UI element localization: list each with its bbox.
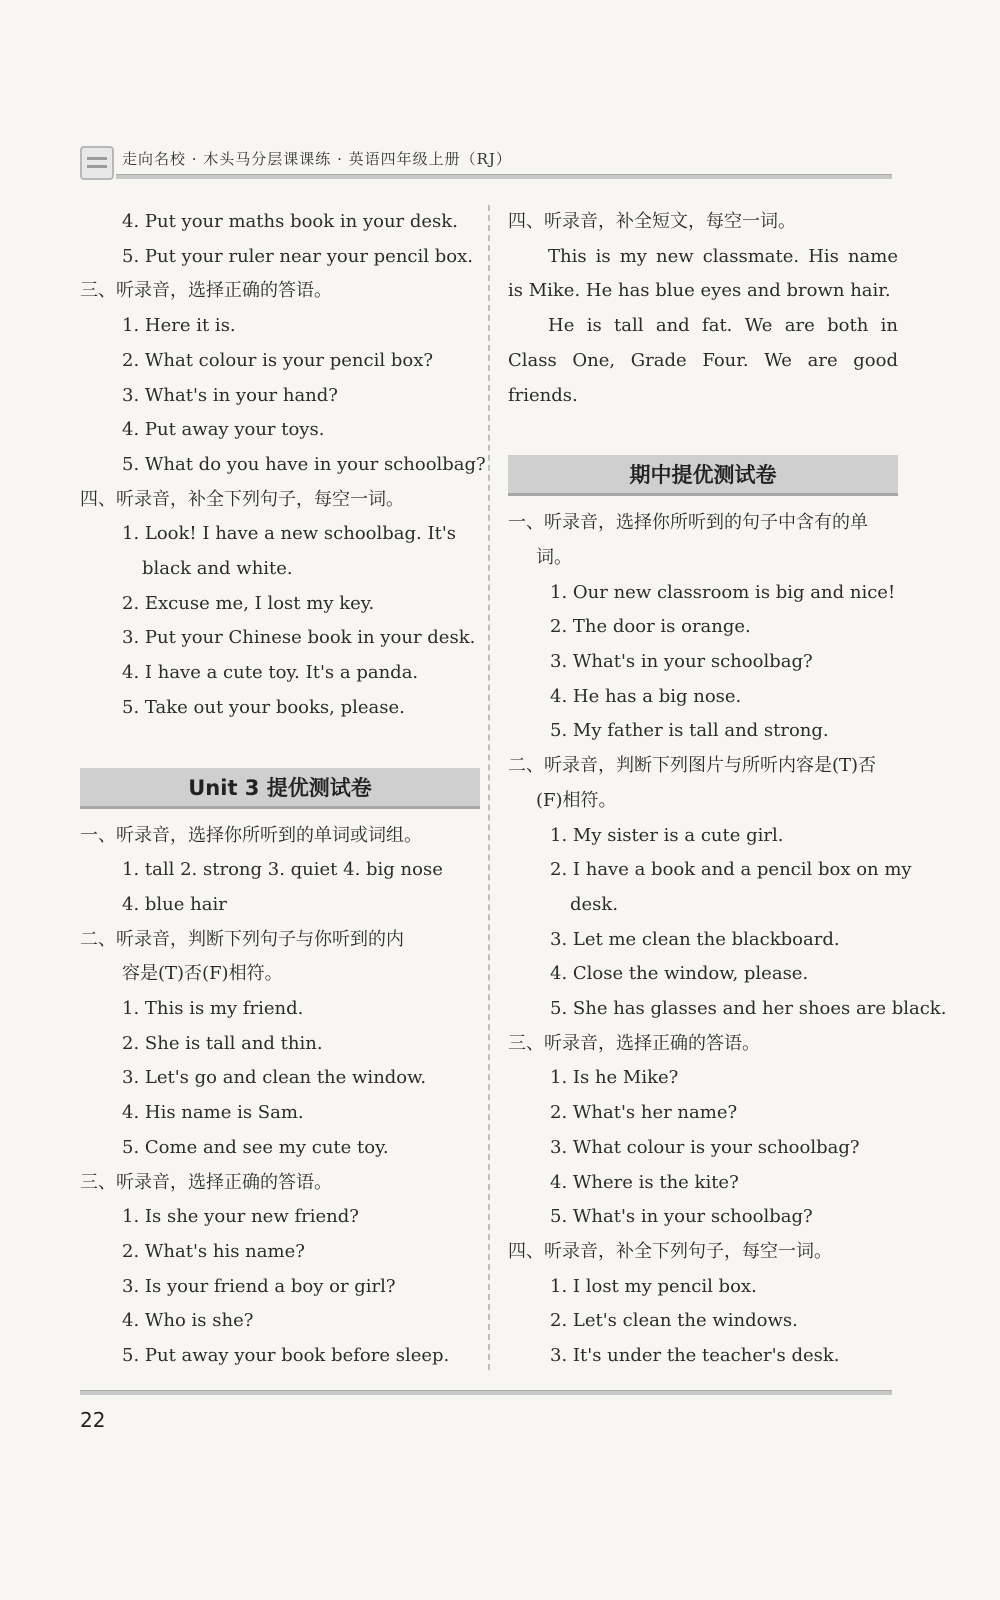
section-title: 一、听录音，选择你所听到的句子中含有的单词。 [508,512,868,568]
header-title: 走向名校 · 木头马分层课课练 · 英语四年级上册（RJ） [122,150,512,168]
section-title: 三、听录音，选择正确的答语。 [80,280,332,302]
section-title: 四、听录音，补全下列句子，每空一词。 [508,1240,832,1262]
list-item: 1. Here it is. [122,315,236,337]
page-number: 22 [80,1408,106,1432]
list-item: 4. Where is the kite? [550,1171,739,1193]
list-item: 1. Our new classroom is big and nice! [550,581,896,603]
list-item: 3. What colour is your schoolbag? [550,1136,860,1158]
list-item: 1. Is he Mike? [550,1067,679,1089]
list-item: 2. She is tall and thin. [122,1032,323,1054]
list-item: 4. Put away your toys. [122,419,325,441]
right-column [508,205,947,1374]
list-item: 5. Come and see my cute toy. [122,1136,389,1158]
book-icon [80,146,114,180]
list-item: 2. I have a book and a pencil box on my [550,859,912,881]
list-item: 2. What colour is your pencil box? [122,349,433,371]
list-item: 5. Put away your book before sleep. [122,1345,450,1367]
list-item: 1. Is she your new friend? [122,1206,359,1228]
list-item: 2. What's her name? [550,1102,738,1124]
list-item: 2. What's his name? [122,1240,305,1262]
list-item: 5. My father is tall and strong. [550,720,829,742]
midterm-banner: 期中提优测试卷 [508,455,898,496]
list-item: 4. Who is she? [122,1310,254,1332]
passage-text: He is tall and fat. We are both in Class One, Grade Four. We are good friends. [508,315,898,406]
word-options: 1. tall 2. strong 3. quiet 4. big nose [122,859,443,881]
list-item: 3. Let me clean the blackboard. [550,928,840,950]
list-item: 3. What's in your schoolbag? [550,651,813,673]
list-item: 4. I have a cute toy. It's a panda. [122,662,419,684]
list-item: 3. Put your Chinese book in your desk. [122,627,476,649]
passage-paragraph [508,240,898,309]
list-item-continued: desk. [570,893,619,915]
list-item: 3. Let's go and clean the window. [122,1067,427,1089]
list-item: 3. Is your friend a boy or girl? [122,1275,396,1297]
list-item: 5. What's in your schoolbag? [550,1206,813,1228]
list-item: 4. Close the window, please. [550,963,809,985]
list-item: 5. Put your ruler near your pencil box. [122,245,473,267]
word-options: 4. blue hair [122,893,227,915]
list-item: 3. What's in your hand? [122,384,338,406]
footer-rule [80,1390,892,1395]
section-title: 二、听录音，判断下列句子与你听到的内 [80,928,404,950]
list-item: 1. My sister is a cute girl. [550,824,784,846]
list-item: 1. This is my friend. [122,998,304,1020]
list-item: 1. Look! I have a new schoolbag. It's [122,523,457,545]
header-rule [116,174,892,179]
list-item: 4. He has a big nose. [550,685,742,707]
list-item: 5. What do you have in your schoolbag? [122,453,486,475]
list-item-continued: black and white. [142,558,293,580]
section-title-continued: 容是(T)否(F)相符。 [122,963,283,985]
section-title: 二、听录音，判断下列图片与所听内容是(T)否(F)相符。 [508,755,877,811]
list-item: 1. I lost my pencil box. [550,1275,757,1297]
list-item: 2. Excuse me, I lost my key. [122,592,375,614]
section-title: 三、听录音，选择正确的答语。 [80,1171,332,1193]
left-column [80,205,486,1374]
section-title: 三、听录音，选择正确的答语。 [508,1032,760,1054]
passage-text: This is my new classmate. His name is Mike. He has blue eyes and brown hair. [508,245,898,302]
page-header [80,140,892,180]
column-divider [488,205,490,1370]
passage-paragraph [508,309,898,413]
list-item: 2. The door is orange. [550,616,751,638]
section-title: 一、听录音，选择你所听到的单词或词组。 [80,824,422,846]
section-title: 四、听录音，补全短文，每空一词。 [508,211,796,232]
list-item: 5. Take out your books, please. [122,696,405,718]
list-item: 2. Let's clean the windows. [550,1310,798,1332]
list-item: 3. It's under the teacher's desk. [550,1345,840,1367]
list-item: 4. His name is Sam. [122,1102,304,1124]
list-item: 4. Put your maths book in your desk. [122,211,458,232]
unit3-banner: Unit 3 提优测试卷 [80,768,480,809]
section-title: 四、听录音，补全下列句子，每空一词。 [80,488,404,510]
list-item: 5. She has glasses and her shoes are black. [550,998,947,1020]
